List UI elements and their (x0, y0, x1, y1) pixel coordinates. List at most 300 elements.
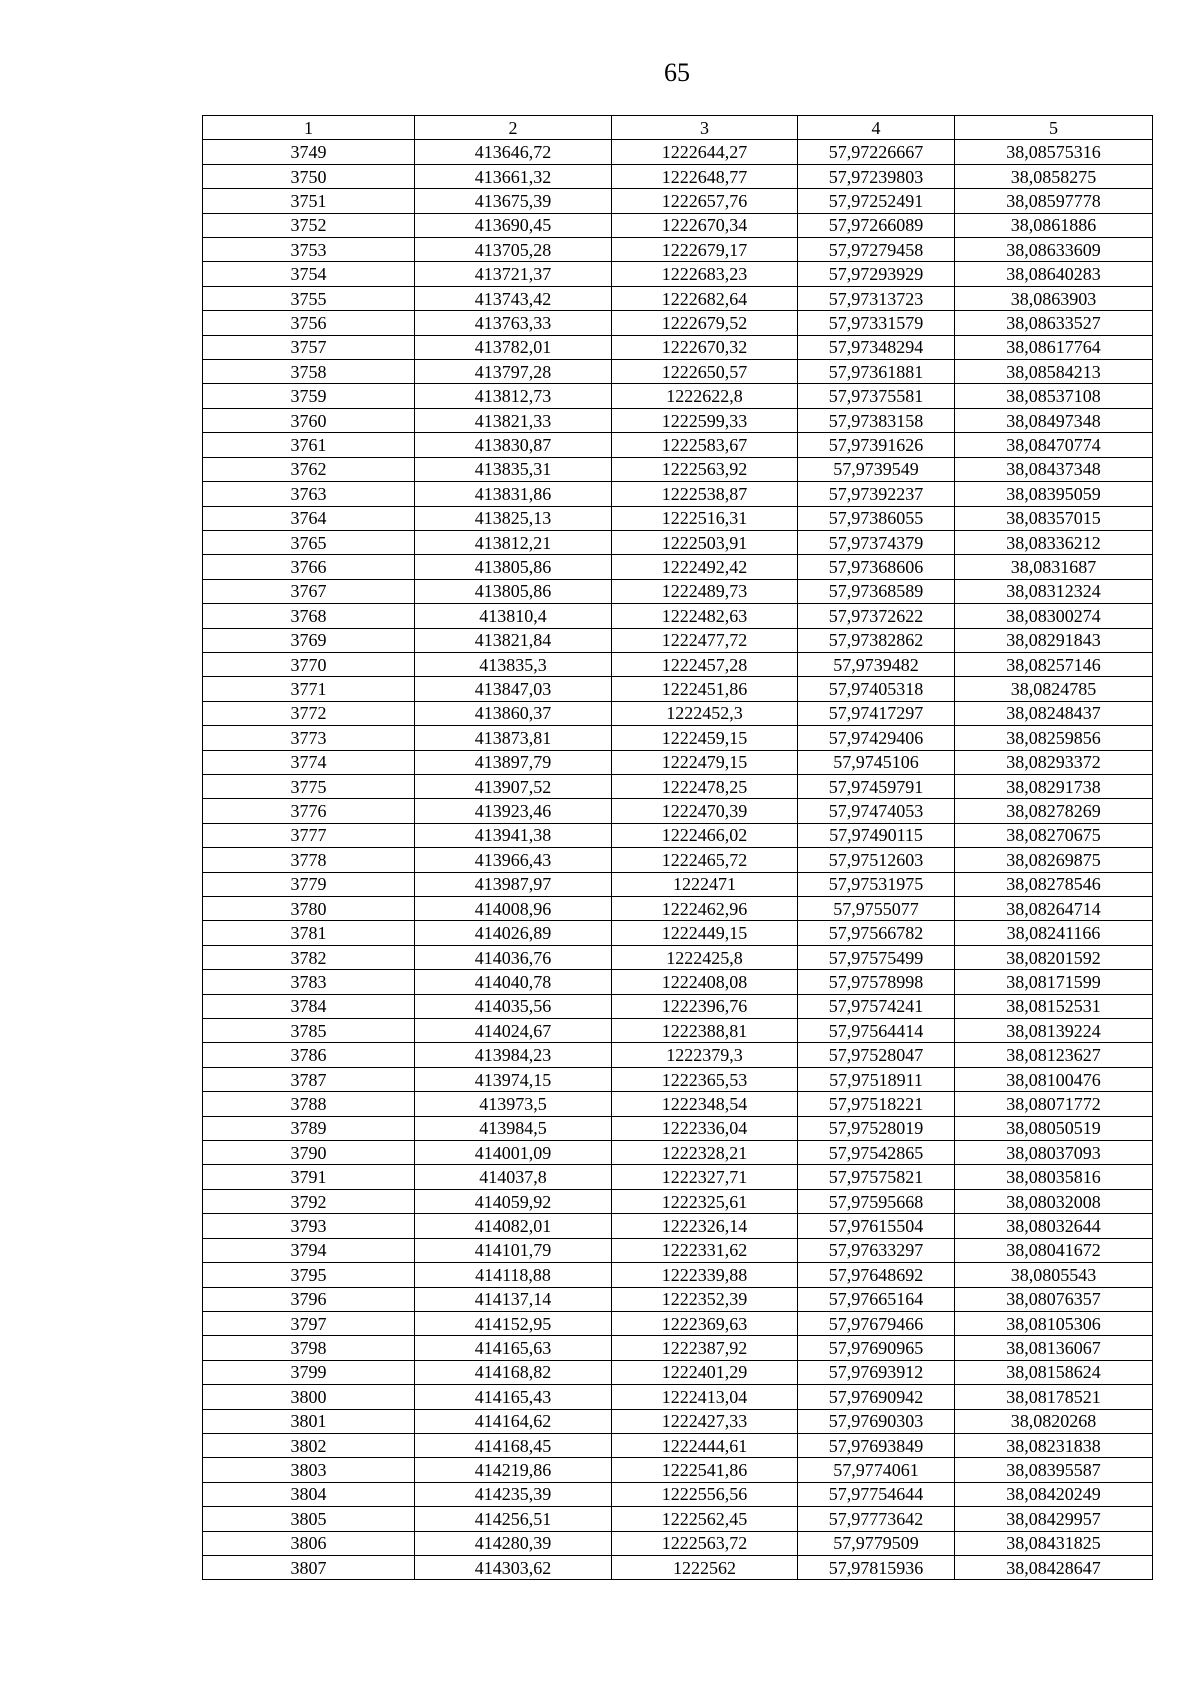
table-cell: 413821,84 (415, 628, 612, 652)
table-header-row (203, 116, 1153, 140)
table-row (203, 384, 1153, 408)
table-cell: 57,97374379 (798, 530, 955, 554)
table-cell: 414035,56 (415, 994, 612, 1018)
table-cell: 38,08264714 (955, 897, 1153, 921)
table-cell: 57,97331579 (798, 311, 955, 335)
table-cell: 1222331,62 (612, 1238, 798, 1262)
table-cell: 38,0861886 (955, 213, 1153, 237)
table-cell: 38,08357015 (955, 506, 1153, 530)
table-cell: 3775 (203, 774, 415, 798)
table-row (203, 335, 1153, 359)
table-cell: 57,97512603 (798, 848, 955, 872)
table-cell: 1222352,39 (612, 1287, 798, 1311)
table-cell: 413675,39 (415, 189, 612, 213)
table-cell: 3798 (203, 1336, 415, 1360)
table-cell: 57,97815936 (798, 1555, 955, 1579)
table-cell: 57,97690965 (798, 1336, 955, 1360)
table-cell: 413941,38 (415, 823, 612, 847)
table-cell: 38,08420249 (955, 1482, 1153, 1506)
table-row (203, 994, 1153, 1018)
table-cell: 3789 (203, 1116, 415, 1140)
table-cell: 413690,45 (415, 213, 612, 237)
table-cell: 57,97372622 (798, 604, 955, 628)
table-cell: 413923,46 (415, 799, 612, 823)
table-cell: 3806 (203, 1531, 415, 1555)
table-cell: 3802 (203, 1433, 415, 1457)
coordinates-table (202, 115, 1153, 1580)
table-cell: 3765 (203, 530, 415, 554)
table-cell: 414152,95 (415, 1311, 612, 1335)
table-cell: 1222396,76 (612, 994, 798, 1018)
table-cell: 38,08231838 (955, 1433, 1153, 1457)
table-cell: 1222452,3 (612, 701, 798, 725)
table-cell: 413907,52 (415, 774, 612, 798)
table-cell: 414168,82 (415, 1360, 612, 1384)
table-cell: 1222679,17 (612, 238, 798, 262)
table-cell: 38,08395059 (955, 482, 1153, 506)
table-cell: 3753 (203, 238, 415, 262)
table-cell: 38,0858275 (955, 164, 1153, 188)
table-cell: 57,97528047 (798, 1043, 955, 1067)
table-cell: 1222492,42 (612, 555, 798, 579)
table-cell: 1222503,91 (612, 530, 798, 554)
table-cell: 414024,67 (415, 1019, 612, 1043)
table-cell: 38,08076357 (955, 1287, 1153, 1311)
table-cell: 3801 (203, 1409, 415, 1433)
table-cell: 57,97252491 (798, 189, 955, 213)
table-cell: 413763,33 (415, 311, 612, 335)
table-cell: 38,08105306 (955, 1311, 1153, 1335)
table-cell: 1222365,53 (612, 1067, 798, 1091)
table-cell: 38,08395587 (955, 1458, 1153, 1482)
column-header: 1 (203, 116, 415, 140)
table-row (203, 1263, 1153, 1287)
table-cell: 3778 (203, 848, 415, 872)
table-cell: 38,08178521 (955, 1385, 1153, 1409)
table-row (203, 1507, 1153, 1531)
table-cell: 413835,3 (415, 652, 612, 676)
table-cell: 1222650,57 (612, 360, 798, 384)
table-cell: 38,08136067 (955, 1336, 1153, 1360)
table-cell: 57,97518911 (798, 1067, 955, 1091)
table-cell: 1222562 (612, 1555, 798, 1579)
table-cell: 1222369,63 (612, 1311, 798, 1335)
table-cell: 1222425,8 (612, 945, 798, 969)
table-cell: 57,97754644 (798, 1482, 955, 1506)
table-cell: 414165,63 (415, 1336, 612, 1360)
table-cell: 57,97566782 (798, 921, 955, 945)
column-header: 3 (612, 116, 798, 140)
table-row (203, 1287, 1153, 1311)
table-cell: 1222599,33 (612, 408, 798, 432)
table-cell: 57,97693912 (798, 1360, 955, 1384)
table-row (203, 1336, 1153, 1360)
table-cell: 38,08293372 (955, 750, 1153, 774)
table-cell: 1222477,72 (612, 628, 798, 652)
table-cell: 38,08037093 (955, 1141, 1153, 1165)
table-cell: 38,08278546 (955, 872, 1153, 896)
table-cell: 413812,73 (415, 384, 612, 408)
table-cell: 3807 (203, 1555, 415, 1579)
table-cell: 414059,92 (415, 1189, 612, 1213)
table-cell: 3781 (203, 921, 415, 945)
table-cell: 413812,21 (415, 530, 612, 554)
table-cell: 3803 (203, 1458, 415, 1482)
table-cell: 38,08431825 (955, 1531, 1153, 1555)
table-cell: 413973,5 (415, 1092, 612, 1116)
table-cell: 413966,43 (415, 848, 612, 872)
table-cell: 57,97429406 (798, 726, 955, 750)
table-cell: 3791 (203, 1165, 415, 1189)
table-row (203, 1531, 1153, 1555)
table-cell: 413847,03 (415, 677, 612, 701)
table-cell: 3790 (203, 1141, 415, 1165)
table-cell: 57,97239803 (798, 164, 955, 188)
table-cell: 57,97391626 (798, 433, 955, 457)
table-cell: 413835,31 (415, 457, 612, 481)
table-cell: 1222489,73 (612, 579, 798, 603)
table-cell: 3766 (203, 555, 415, 579)
table-cell: 414036,76 (415, 945, 612, 969)
table-cell: 38,08248437 (955, 701, 1153, 725)
table-cell: 413805,86 (415, 579, 612, 603)
table-cell: 57,97368606 (798, 555, 955, 579)
table-cell: 57,97518221 (798, 1092, 955, 1116)
table-cell: 38,08041672 (955, 1238, 1153, 1262)
table-cell: 1222379,3 (612, 1043, 798, 1067)
table-cell: 3786 (203, 1043, 415, 1067)
table-row (203, 774, 1153, 798)
table-cell: 38,08259856 (955, 726, 1153, 750)
table-cell: 57,97564414 (798, 1019, 955, 1043)
table-cell: 413782,01 (415, 335, 612, 359)
table-row (203, 1067, 1153, 1091)
table-row (203, 555, 1153, 579)
table-row (203, 506, 1153, 530)
table-cell: 3770 (203, 652, 415, 676)
table-row (203, 872, 1153, 896)
table-cell: 3759 (203, 384, 415, 408)
column-header: 2 (415, 116, 612, 140)
table-cell: 38,08050519 (955, 1116, 1153, 1140)
table-cell: 414235,39 (415, 1482, 612, 1506)
table-cell: 1222682,64 (612, 286, 798, 310)
table-cell: 414165,43 (415, 1385, 612, 1409)
table-cell: 3784 (203, 994, 415, 1018)
table-row (203, 164, 1153, 188)
table-cell: 38,0831687 (955, 555, 1153, 579)
table-cell: 3754 (203, 262, 415, 286)
table-cell: 413743,42 (415, 286, 612, 310)
table-cell: 1222325,61 (612, 1189, 798, 1213)
table-cell: 57,97226667 (798, 140, 955, 164)
table-cell: 3768 (203, 604, 415, 628)
table-cell: 413797,28 (415, 360, 612, 384)
table-cell: 414137,14 (415, 1287, 612, 1311)
table-cell: 57,97417297 (798, 701, 955, 725)
table-cell: 413860,37 (415, 701, 612, 725)
table-row (203, 1458, 1153, 1482)
table-cell: 1222479,15 (612, 750, 798, 774)
table-cell: 1222563,92 (612, 457, 798, 481)
table-cell: 413825,13 (415, 506, 612, 530)
table-cell: 57,97531975 (798, 872, 955, 896)
table-cell: 38,08035816 (955, 1165, 1153, 1189)
table-cell: 38,08158624 (955, 1360, 1153, 1384)
table-cell: 1222465,72 (612, 848, 798, 872)
table-cell: 1222388,81 (612, 1019, 798, 1043)
table-cell: 414256,51 (415, 1507, 612, 1531)
table-cell: 1222563,72 (612, 1531, 798, 1555)
table-row (203, 970, 1153, 994)
table-cell: 1222516,31 (612, 506, 798, 530)
table-cell: 38,0805543 (955, 1263, 1153, 1287)
table-cell: 3767 (203, 579, 415, 603)
table-cell: 3758 (203, 360, 415, 384)
table-cell: 3751 (203, 189, 415, 213)
table-row (203, 799, 1153, 823)
table-cell: 38,08257146 (955, 652, 1153, 676)
table-row (203, 1019, 1153, 1043)
table-cell: 38,08617764 (955, 335, 1153, 359)
table-cell: 57,97648692 (798, 1263, 955, 1287)
table-cell: 1222451,86 (612, 677, 798, 701)
table-cell: 3799 (203, 1360, 415, 1384)
table-cell: 1222348,54 (612, 1092, 798, 1116)
table-cell: 414219,86 (415, 1458, 612, 1482)
table-cell: 57,97773642 (798, 1507, 955, 1531)
table-cell: 1222670,32 (612, 335, 798, 359)
table-cell: 57,97679466 (798, 1311, 955, 1335)
table-row (203, 1238, 1153, 1262)
table-cell: 1222387,92 (612, 1336, 798, 1360)
table-cell: 1222583,67 (612, 433, 798, 457)
table-cell: 1222336,04 (612, 1116, 798, 1140)
table-cell: 38,08633609 (955, 238, 1153, 262)
table-row (203, 1141, 1153, 1165)
table-cell: 57,97528019 (798, 1116, 955, 1140)
table-cell: 413984,23 (415, 1043, 612, 1067)
table-cell: 3749 (203, 140, 415, 164)
table-cell: 414001,09 (415, 1141, 612, 1165)
table-row (203, 1214, 1153, 1238)
table-row (203, 1189, 1153, 1213)
table-cell: 1222556,56 (612, 1482, 798, 1506)
table-row (203, 579, 1153, 603)
table-cell: 57,97382862 (798, 628, 955, 652)
table-cell: 38,08032644 (955, 1214, 1153, 1238)
table-cell: 1222326,14 (612, 1214, 798, 1238)
table-row (203, 1409, 1153, 1433)
table-row (203, 1360, 1153, 1384)
table-row (203, 897, 1153, 921)
table-cell: 38,08640283 (955, 262, 1153, 286)
table-cell: 1222427,33 (612, 1409, 798, 1433)
table-cell: 57,97693849 (798, 1433, 955, 1457)
table-cell: 57,97313723 (798, 286, 955, 310)
table-row (203, 140, 1153, 164)
table-cell: 57,97595668 (798, 1189, 955, 1213)
table-cell: 414008,96 (415, 897, 612, 921)
table-cell: 1222327,71 (612, 1165, 798, 1189)
table-cell: 38,08032008 (955, 1189, 1153, 1213)
table-cell: 3800 (203, 1385, 415, 1409)
table-row (203, 1311, 1153, 1335)
table-cell: 38,0820268 (955, 1409, 1153, 1433)
column-header: 5 (955, 116, 1153, 140)
table-row (203, 945, 1153, 969)
table-cell: 38,08152531 (955, 994, 1153, 1018)
table-row (203, 433, 1153, 457)
table-cell: 38,08575316 (955, 140, 1153, 164)
table-row (203, 408, 1153, 432)
table-cell: 57,97690942 (798, 1385, 955, 1409)
table-cell: 57,97665164 (798, 1287, 955, 1311)
table-cell: 57,97375581 (798, 384, 955, 408)
table-cell: 3774 (203, 750, 415, 774)
table-cell: 57,97490115 (798, 823, 955, 847)
table-cell: 3773 (203, 726, 415, 750)
table-cell: 38,08470774 (955, 433, 1153, 457)
table-cell: 3779 (203, 872, 415, 896)
table-cell: 1222482,63 (612, 604, 798, 628)
table-cell: 1222657,76 (612, 189, 798, 213)
table-row (203, 1482, 1153, 1506)
table-cell: 414101,79 (415, 1238, 612, 1262)
table-cell: 1222622,8 (612, 384, 798, 408)
table-cell: 3761 (203, 433, 415, 457)
table-body (203, 140, 1153, 1580)
table-cell: 57,9755077 (798, 897, 955, 921)
table-cell: 57,97690303 (798, 1409, 955, 1433)
table-cell: 414040,78 (415, 970, 612, 994)
table-cell: 38,08270675 (955, 823, 1153, 847)
table-cell: 57,97574241 (798, 994, 955, 1018)
table-row (203, 1433, 1153, 1457)
table-cell: 414280,39 (415, 1531, 612, 1555)
table-cell: 413646,72 (415, 140, 612, 164)
table-cell: 57,97542865 (798, 1141, 955, 1165)
table-cell: 57,97293929 (798, 262, 955, 286)
table-row (203, 921, 1153, 945)
table-cell: 3797 (203, 1311, 415, 1335)
table-cell: 414164,62 (415, 1409, 612, 1433)
table-cell: 1222466,02 (612, 823, 798, 847)
table-cell: 38,08597778 (955, 189, 1153, 213)
table-cell: 3752 (203, 213, 415, 237)
table-cell: 1222541,86 (612, 1458, 798, 1482)
table-row (203, 604, 1153, 628)
table-row (203, 848, 1153, 872)
table-cell: 413705,28 (415, 238, 612, 262)
table-cell: 57,9739549 (798, 457, 955, 481)
table-cell: 3793 (203, 1214, 415, 1238)
table-cell: 413661,32 (415, 164, 612, 188)
table-cell: 57,97578998 (798, 970, 955, 994)
table-row (203, 652, 1153, 676)
table-cell: 38,08278269 (955, 799, 1153, 823)
table-cell: 3757 (203, 335, 415, 359)
table-row (203, 262, 1153, 286)
table-cell: 413984,5 (415, 1116, 612, 1140)
table-cell: 3787 (203, 1067, 415, 1091)
table-row (203, 1116, 1153, 1140)
table-cell: 38,08437348 (955, 457, 1153, 481)
table-cell: 3788 (203, 1092, 415, 1116)
table-cell: 3756 (203, 311, 415, 335)
table-cell: 1222459,15 (612, 726, 798, 750)
table-row (203, 311, 1153, 335)
table-row (203, 750, 1153, 774)
table-cell: 413810,4 (415, 604, 612, 628)
table-cell: 57,97474053 (798, 799, 955, 823)
table-cell: 3762 (203, 457, 415, 481)
table-cell: 1222471 (612, 872, 798, 896)
table-cell: 38,08497348 (955, 408, 1153, 432)
table-cell: 1222644,27 (612, 140, 798, 164)
table-cell: 1222457,28 (612, 652, 798, 676)
table-cell: 38,0824785 (955, 677, 1153, 701)
table-cell: 57,97405318 (798, 677, 955, 701)
table-cell: 57,97368589 (798, 579, 955, 603)
table-cell: 413830,87 (415, 433, 612, 457)
table-cell: 414168,45 (415, 1433, 612, 1457)
table-cell: 3769 (203, 628, 415, 652)
table-cell: 38,08071772 (955, 1092, 1153, 1116)
table-cell: 38,08291738 (955, 774, 1153, 798)
table-cell: 57,9779509 (798, 1531, 955, 1555)
table-cell: 3750 (203, 164, 415, 188)
table-cell: 38,08171599 (955, 970, 1153, 994)
table-cell: 3760 (203, 408, 415, 432)
table-cell: 57,97361881 (798, 360, 955, 384)
table-cell: 57,97575821 (798, 1165, 955, 1189)
table-cell: 38,08300274 (955, 604, 1153, 628)
table-row (203, 457, 1153, 481)
table-cell: 413831,86 (415, 482, 612, 506)
table-cell: 1222408,08 (612, 970, 798, 994)
table-cell: 38,08633527 (955, 311, 1153, 335)
table-cell: 57,97575499 (798, 945, 955, 969)
table-row (203, 238, 1153, 262)
table-row (203, 213, 1153, 237)
table-row (203, 701, 1153, 725)
table-cell: 1222462,96 (612, 897, 798, 921)
table-cell: 38,08139224 (955, 1019, 1153, 1043)
table-row (203, 726, 1153, 750)
table-cell: 38,08100476 (955, 1067, 1153, 1091)
table-row (203, 286, 1153, 310)
table-row (203, 360, 1153, 384)
table-cell: 38,08269875 (955, 848, 1153, 872)
table-cell: 3804 (203, 1482, 415, 1506)
table-row (203, 1555, 1153, 1579)
table-cell: 1222444,61 (612, 1433, 798, 1457)
table-cell: 38,08428647 (955, 1555, 1153, 1579)
table-cell: 57,97459791 (798, 774, 955, 798)
table-row (203, 1385, 1153, 1409)
table-cell: 3794 (203, 1238, 415, 1262)
table-cell: 1222449,15 (612, 921, 798, 945)
table-cell: 38,08336212 (955, 530, 1153, 554)
table-cell: 3763 (203, 482, 415, 506)
table-cell: 1222670,34 (612, 213, 798, 237)
table-row (203, 530, 1153, 554)
table-row (203, 482, 1153, 506)
table-cell: 413897,79 (415, 750, 612, 774)
table-cell: 57,97383158 (798, 408, 955, 432)
table-cell: 413805,86 (415, 555, 612, 579)
